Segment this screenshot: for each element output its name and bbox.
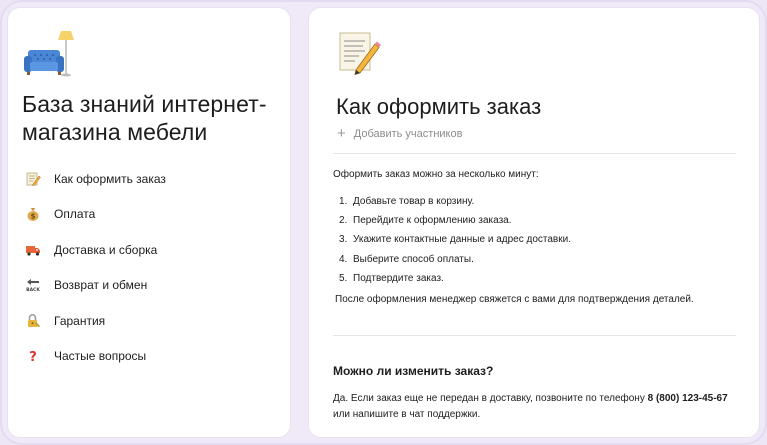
divider <box>333 153 736 154</box>
faq-answer: Да. Если заказ еще не передан в доставку, позвоните по телефону 8 (800) 123-45-67 или напишите в чат поддержки. <box>333 393 728 420</box>
sidebar-item-label: Возврат и обмен <box>54 278 148 293</box>
add-participants-label: Добавить участников <box>353 128 463 140</box>
faq-question: Можно ли изменить заказ? <box>333 364 494 378</box>
sidebar-item-delivery[interactable] <box>8 232 290 268</box>
list-item: 5. Подтвердите заказ. <box>339 272 444 284</box>
intro-text: Оформить заказ можно за несколько минут: <box>333 169 539 180</box>
page-title: Как оформить заказ <box>336 94 542 119</box>
memo-icon <box>337 30 381 76</box>
question-mark-icon <box>24 347 42 365</box>
steps-list <box>333 192 571 288</box>
sidebar-item-label: Как оформить заказ <box>54 171 166 186</box>
content-panel <box>309 8 759 437</box>
money-bag-icon <box>24 205 42 223</box>
add-participants-button[interactable] <box>337 127 462 141</box>
sidebar-item-label: Оплата <box>54 207 96 222</box>
sidebar-item-payment[interactable] <box>8 197 290 233</box>
after-text: После оформления менеджер свяжется с вами для подтверждения деталей. <box>335 294 694 305</box>
plus-icon: + <box>337 125 346 142</box>
svg-text:BACK: BACK <box>26 288 40 294</box>
back-arrow-icon <box>24 276 42 294</box>
list-item: 2. Перейдите к оформлению заказа. <box>339 215 512 227</box>
memo-icon <box>24 170 42 188</box>
sidebar-item-label: Гарантия <box>54 313 106 328</box>
sidebar-panel <box>8 8 290 437</box>
svg-text:?: ? <box>29 350 37 365</box>
list-item: 3. Укажите контактные данные и адрес доставки. <box>339 234 571 246</box>
divider <box>333 335 736 336</box>
sidebar-item-returns[interactable] <box>8 268 290 304</box>
truck-icon <box>24 241 42 259</box>
sidebar-item-label: Частые вопросы <box>54 349 147 364</box>
sidebar-nav <box>8 161 290 374</box>
sidebar-item-label: Доставка и сборка <box>54 242 158 257</box>
sidebar-item-order[interactable] <box>8 161 290 197</box>
sidebar-item-faq[interactable] <box>8 339 290 375</box>
svg-text:$: $ <box>30 212 36 221</box>
lock-icon <box>24 312 42 330</box>
sofa-icon <box>22 28 78 84</box>
list-item: 4. Выберите способ оплаты. <box>339 253 474 265</box>
phone-number: 8 (800) 123-45-67 <box>647 393 728 404</box>
sidebar-item-warranty[interactable] <box>8 303 290 339</box>
list-item: 1. Добавьте товар в корзину. <box>339 196 475 208</box>
knowledge-base-title: База знаний интернет-магазина мебели <box>22 91 267 145</box>
